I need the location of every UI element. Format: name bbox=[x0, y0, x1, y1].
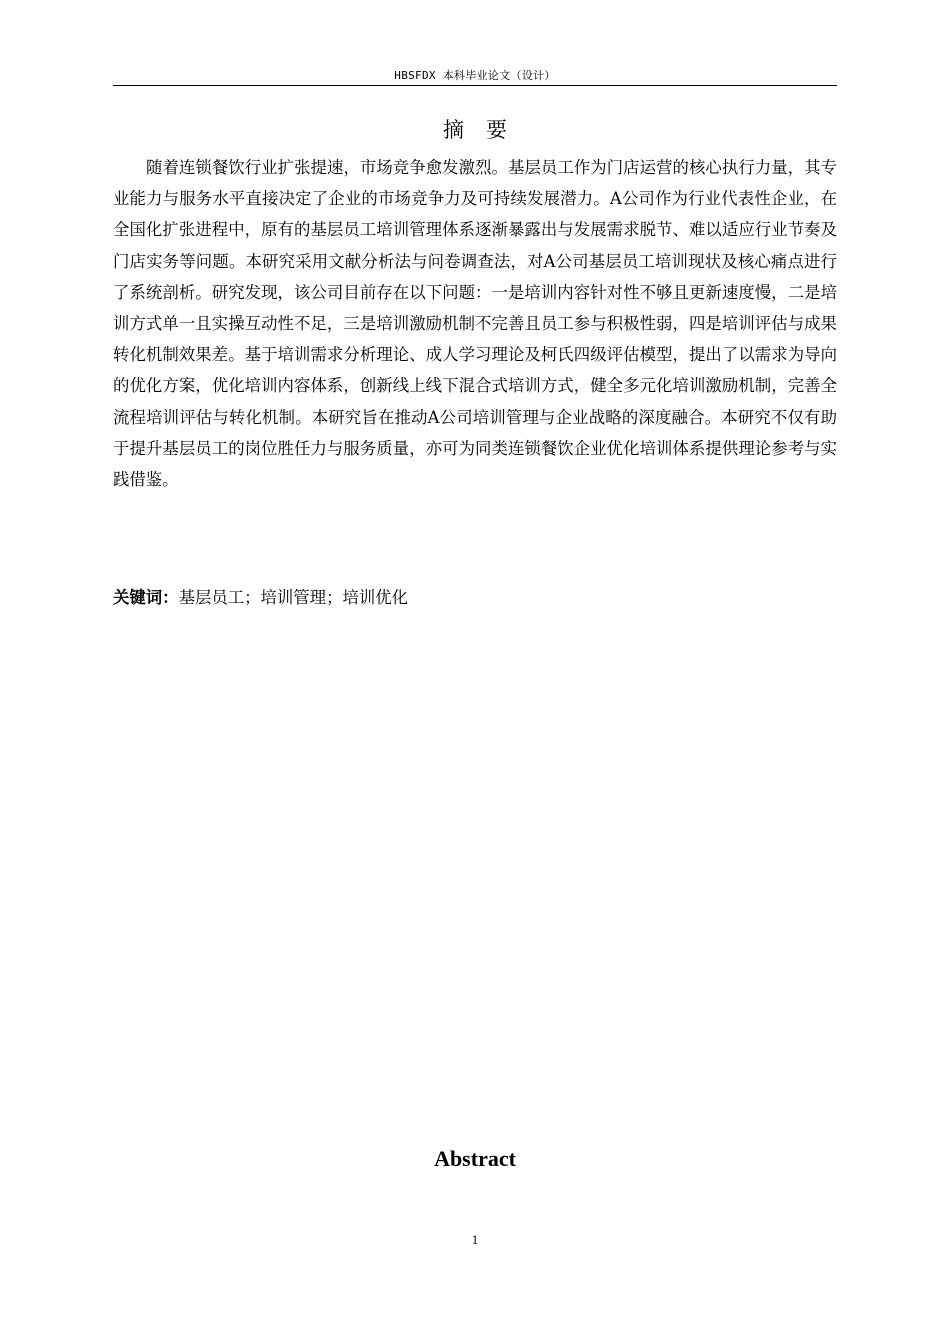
abstract-en-title: Abstract bbox=[434, 1146, 516, 1171]
keywords-value: 基层员工；培训管理；培训优化 bbox=[178, 588, 409, 607]
header-rule bbox=[113, 85, 837, 86]
abstract-cn-title: 摘要 bbox=[443, 118, 529, 142]
abstract-cn-body: 随着连锁餐饮行业扩张提速，市场竞争愈发激烈。基层员工作为门店运营的核心执行力量，其专业能力与服务水平直接决定了企业的市场竞争力及可持续发展潜力。A公司作为行业代表性企业，在全国化扩张进程中，原有的基层员工培训管理体系逐渐暴露出与发展需求脱节、难以适应行业节奏及门店实务等问题。本研究采用文献分析法与问卷调查法，对A公司基层员工培训现状及核心痛点进行了系统剖析。研究发现，该公司目前存在以下问题：一是培训内容针对性不够且更新速度慢，二是培训方式单一且实操互动性不足，三是培训激励机制不完善且员工参与积极性弱，四是培训评估与成果转化机制效果差。基于培训需求分析理论、成人学习理论及柯氏四级评估模型，提出了以需求为导向的优化方案，优化培训内容体系，创新线上线下混合式培训方式，健全多元化培训激励机制，完善全流程培训评估与转化机制。本研究旨在推动A公司培训管理与企业战略的深度融合。本研究不仅有助于提升基层员工的岗位胜任力与服务质量，亦可为同类连锁餐饮企业优化培训体系提供理论参考与实践借鉴。 bbox=[113, 158, 837, 490]
running-header: HBSFDX 本科毕业论文（设计） bbox=[394, 69, 556, 82]
keywords-label: 关键词： bbox=[113, 588, 179, 607]
keywords-line bbox=[113, 585, 837, 611]
page-number: 1 bbox=[471, 1232, 479, 1247]
